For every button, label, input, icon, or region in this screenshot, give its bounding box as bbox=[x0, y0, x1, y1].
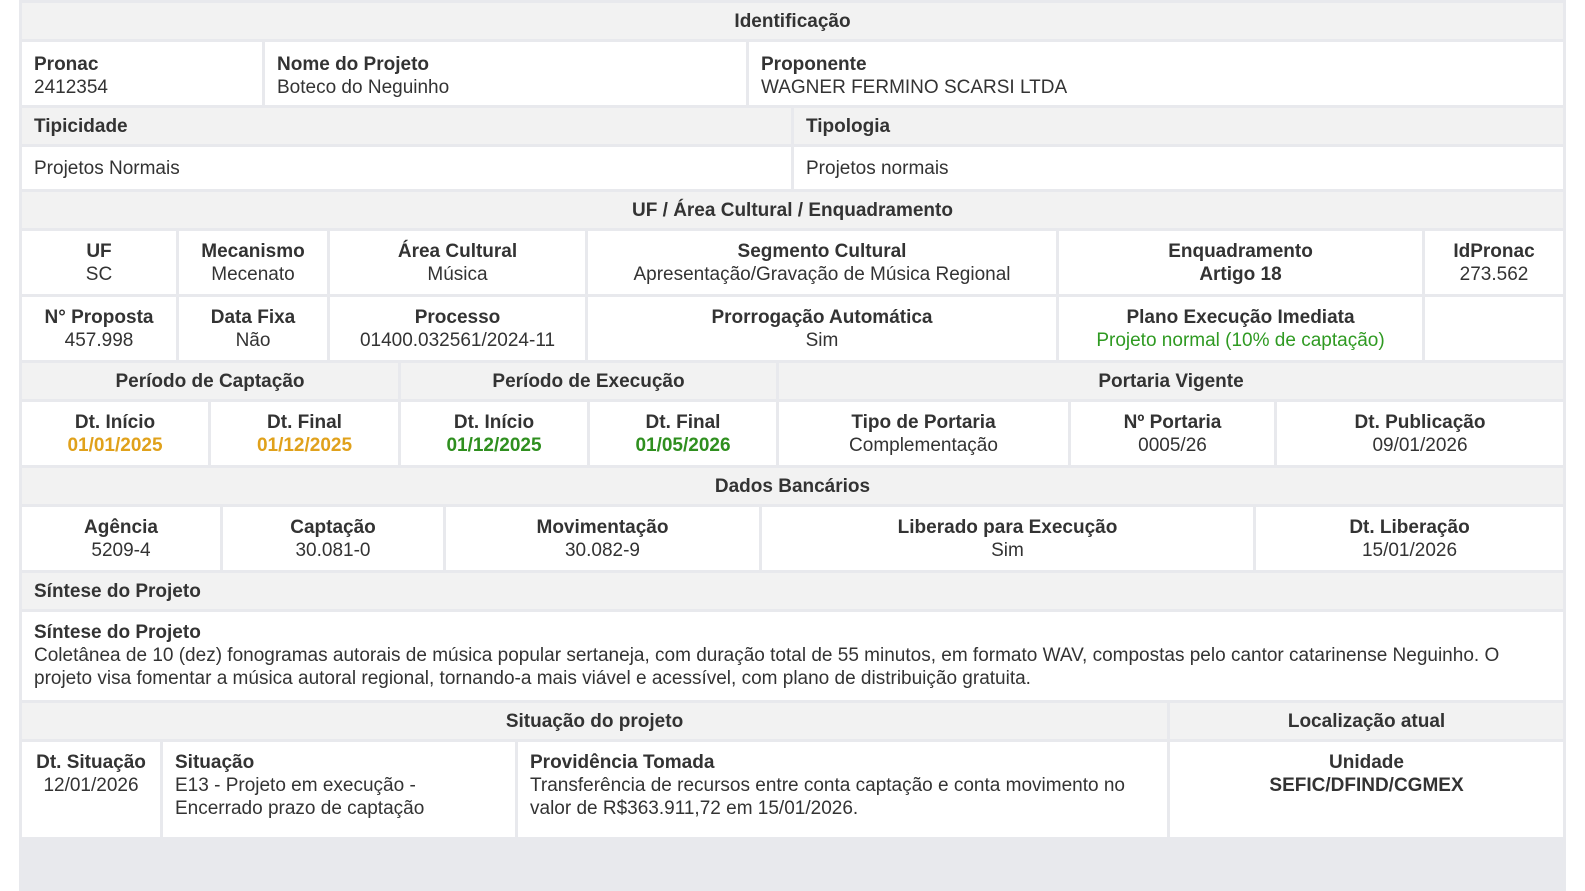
tipo-portaria-value: Complementação bbox=[849, 435, 998, 456]
sintese-text: Coletânea de 10 (dez) fonogramas autorais de música popular sertaneja, com duração total de 55 minutos, em formato WAV, compostas pelo cantor catarinense Neguinho. O projeto visa fomentar a música autoral regional, tornando-a mais viável e acessível, com plano de distribuição gratuita. bbox=[34, 645, 1500, 689]
empty-cell bbox=[1425, 297, 1563, 360]
identificacao-table bbox=[19, 0, 1566, 108]
proponente-cell bbox=[749, 42, 1563, 105]
providencia-label: Providência Tomada bbox=[530, 752, 715, 773]
uf-cell bbox=[22, 231, 176, 294]
dt-publicacao-label: Dt. Publicação bbox=[1354, 412, 1486, 433]
periodo-captacao-header: Período de Captação bbox=[22, 363, 398, 399]
captacao-conta-cell bbox=[223, 507, 443, 570]
execucao-final-value: 01/05/2026 bbox=[635, 435, 731, 456]
dt-publicacao-cell bbox=[1277, 402, 1563, 465]
nome-projeto-cell bbox=[265, 42, 746, 105]
proposta-cell bbox=[22, 297, 176, 360]
area-cultural-label: Área Cultural bbox=[397, 241, 518, 262]
sintese-table bbox=[19, 570, 1566, 703]
plano-execucao-cell bbox=[1059, 297, 1422, 360]
prorrogacao-value: Sim bbox=[805, 330, 839, 351]
periodo-execucao-header: Período de Execução bbox=[401, 363, 776, 399]
execucao-inicio-value: 01/12/2025 bbox=[446, 435, 542, 456]
situacao-value: E13 - Projeto em execução - Encerrado prazo de captação bbox=[175, 775, 425, 819]
captacao-final-value: 01/12/2025 bbox=[256, 435, 353, 456]
tipicidade-header: Tipicidade bbox=[22, 108, 791, 144]
unidade-value: SEFIC/DFIND/CGMEX bbox=[1269, 775, 1464, 796]
n-portaria-cell bbox=[1071, 402, 1274, 465]
tipo-portaria-cell bbox=[779, 402, 1068, 465]
execucao-inicio-cell bbox=[401, 402, 587, 465]
idpronac-value: 273.562 bbox=[1459, 264, 1529, 285]
pronac-label: Pronac bbox=[34, 54, 99, 75]
prorrogacao-label: Prorrogação Automática bbox=[711, 307, 933, 328]
uf-area-table bbox=[19, 189, 1566, 363]
unidade-label: Unidade bbox=[1329, 752, 1404, 773]
nome-projeto-label: Nome do Projeto bbox=[277, 54, 430, 75]
enquadramento-value: Artigo 18 bbox=[1199, 264, 1282, 285]
agencia-label: Agência bbox=[84, 517, 158, 538]
data-fixa-label: Data Fixa bbox=[210, 307, 296, 328]
execucao-final-cell bbox=[590, 402, 776, 465]
tipicidade-table bbox=[19, 105, 1566, 192]
captacao-conta-label: Captação bbox=[290, 517, 376, 538]
situacao-cell bbox=[163, 742, 515, 837]
segmento-cultural-value: Apresentação/Gravação de Música Regional bbox=[633, 264, 1011, 285]
uf-label: UF bbox=[86, 241, 112, 262]
n-portaria-label: Nº Portaria bbox=[1123, 412, 1222, 433]
captacao-inicio-label: Dt. Início bbox=[74, 412, 156, 433]
tipologia-header: Tipologia bbox=[794, 108, 1563, 144]
movimentacao-label: Movimentação bbox=[536, 517, 669, 538]
execucao-final-label: Dt. Final bbox=[645, 412, 721, 433]
liberado-cell bbox=[762, 507, 1253, 570]
unidade-cell bbox=[1170, 742, 1563, 837]
sintese-label: Síntese do Projeto bbox=[34, 622, 201, 643]
situacao-header: Situação do projeto bbox=[22, 703, 1167, 739]
data-fixa-cell bbox=[179, 297, 327, 360]
mecanismo-cell bbox=[179, 231, 327, 294]
providencia-cell bbox=[518, 742, 1167, 837]
dt-situacao-cell bbox=[22, 742, 160, 837]
movimentacao-cell bbox=[446, 507, 759, 570]
dt-liberacao-value: 15/01/2026 bbox=[1361, 540, 1458, 561]
captacao-final-cell bbox=[211, 402, 398, 465]
agencia-value: 5209-4 bbox=[91, 540, 151, 561]
area-cultural-value: Música bbox=[427, 264, 488, 285]
dados-bancarios-header: Dados Bancários bbox=[22, 468, 1563, 504]
tipicidade-value: Projetos Normais bbox=[22, 147, 791, 189]
processo-cell bbox=[330, 297, 585, 360]
prorrogacao-cell bbox=[588, 297, 1056, 360]
segmento-cultural-label: Segmento Cultural bbox=[737, 241, 907, 262]
agencia-cell bbox=[22, 507, 220, 570]
dt-publicacao-value: 09/01/2026 bbox=[1372, 435, 1468, 456]
dt-liberacao-label: Dt. Liberação bbox=[1349, 517, 1470, 538]
plano-execucao-label: Plano Execução Imediata bbox=[1126, 307, 1355, 328]
dt-situacao-value: 12/01/2026 bbox=[43, 775, 139, 796]
dt-liberacao-cell bbox=[1256, 507, 1563, 570]
proponente-value: WAGNER FERMINO SCARSI LTDA bbox=[761, 77, 1068, 98]
n-portaria-value: 0005/26 bbox=[1138, 435, 1207, 456]
tipo-portaria-label: Tipo de Portaria bbox=[851, 412, 996, 433]
captacao-inicio-value: 01/01/2025 bbox=[67, 435, 163, 456]
idpronac-label: IdPronac bbox=[1453, 241, 1535, 262]
identificacao-header: Identificação bbox=[22, 3, 1563, 39]
portaria-vigente-header: Portaria Vigente bbox=[779, 363, 1563, 399]
dt-situacao-label: Dt. Situação bbox=[36, 752, 146, 773]
area-cultural-cell bbox=[330, 231, 585, 294]
situacao-table bbox=[19, 700, 1566, 840]
mecanismo-value: Mecenato bbox=[211, 264, 295, 285]
tipologia-value: Projetos normais bbox=[794, 147, 1563, 189]
pronac-cell bbox=[22, 42, 262, 105]
processo-value: 01400.032561/2024-11 bbox=[359, 330, 556, 351]
dados-bancarios-table bbox=[19, 465, 1566, 573]
segmento-cultural-cell bbox=[588, 231, 1056, 294]
uf-area-header: UF / Área Cultural / Enquadramento bbox=[22, 192, 1563, 228]
enquadramento-cell bbox=[1059, 231, 1422, 294]
enquadramento-label: Enquadramento bbox=[1168, 241, 1313, 262]
periodos-table bbox=[19, 360, 1566, 468]
proposta-value: 457.998 bbox=[64, 330, 134, 351]
uf-value: SC bbox=[85, 264, 113, 285]
proposta-label: N° Proposta bbox=[44, 307, 154, 328]
captacao-final-label: Dt. Final bbox=[267, 412, 342, 433]
providencia-value: Transferência de recursos entre conta captação e conta movimento no valor de R$363.911,72 em 15/01/2026. bbox=[530, 775, 1125, 819]
movimentacao-value: 30.082-9 bbox=[564, 540, 640, 561]
processo-label: Processo bbox=[414, 307, 501, 328]
project-details-panel bbox=[19, 0, 1566, 891]
nome-projeto-value: Boteco do Neguinho bbox=[277, 77, 450, 98]
sintese-header: Síntese do Projeto bbox=[22, 573, 1563, 609]
pronac-value: 2412354 bbox=[34, 77, 108, 98]
sintese-cell bbox=[22, 612, 1563, 700]
situacao-label: Situação bbox=[175, 752, 255, 773]
idpronac-cell bbox=[1425, 231, 1563, 294]
liberado-label: Liberado para Execução bbox=[897, 517, 1118, 538]
captacao-inicio-cell bbox=[22, 402, 208, 465]
execucao-inicio-label: Dt. Início bbox=[453, 412, 535, 433]
localizacao-header: Localização atual bbox=[1170, 703, 1563, 739]
mecanismo-label: Mecanismo bbox=[201, 241, 305, 262]
data-fixa-value: Não bbox=[235, 330, 271, 351]
liberado-value: Sim bbox=[991, 540, 1024, 561]
plano-execucao-value: Projeto normal (10% de captação) bbox=[1096, 330, 1385, 351]
proponente-label: Proponente bbox=[761, 54, 867, 75]
captacao-conta-value: 30.081-0 bbox=[295, 540, 371, 561]
